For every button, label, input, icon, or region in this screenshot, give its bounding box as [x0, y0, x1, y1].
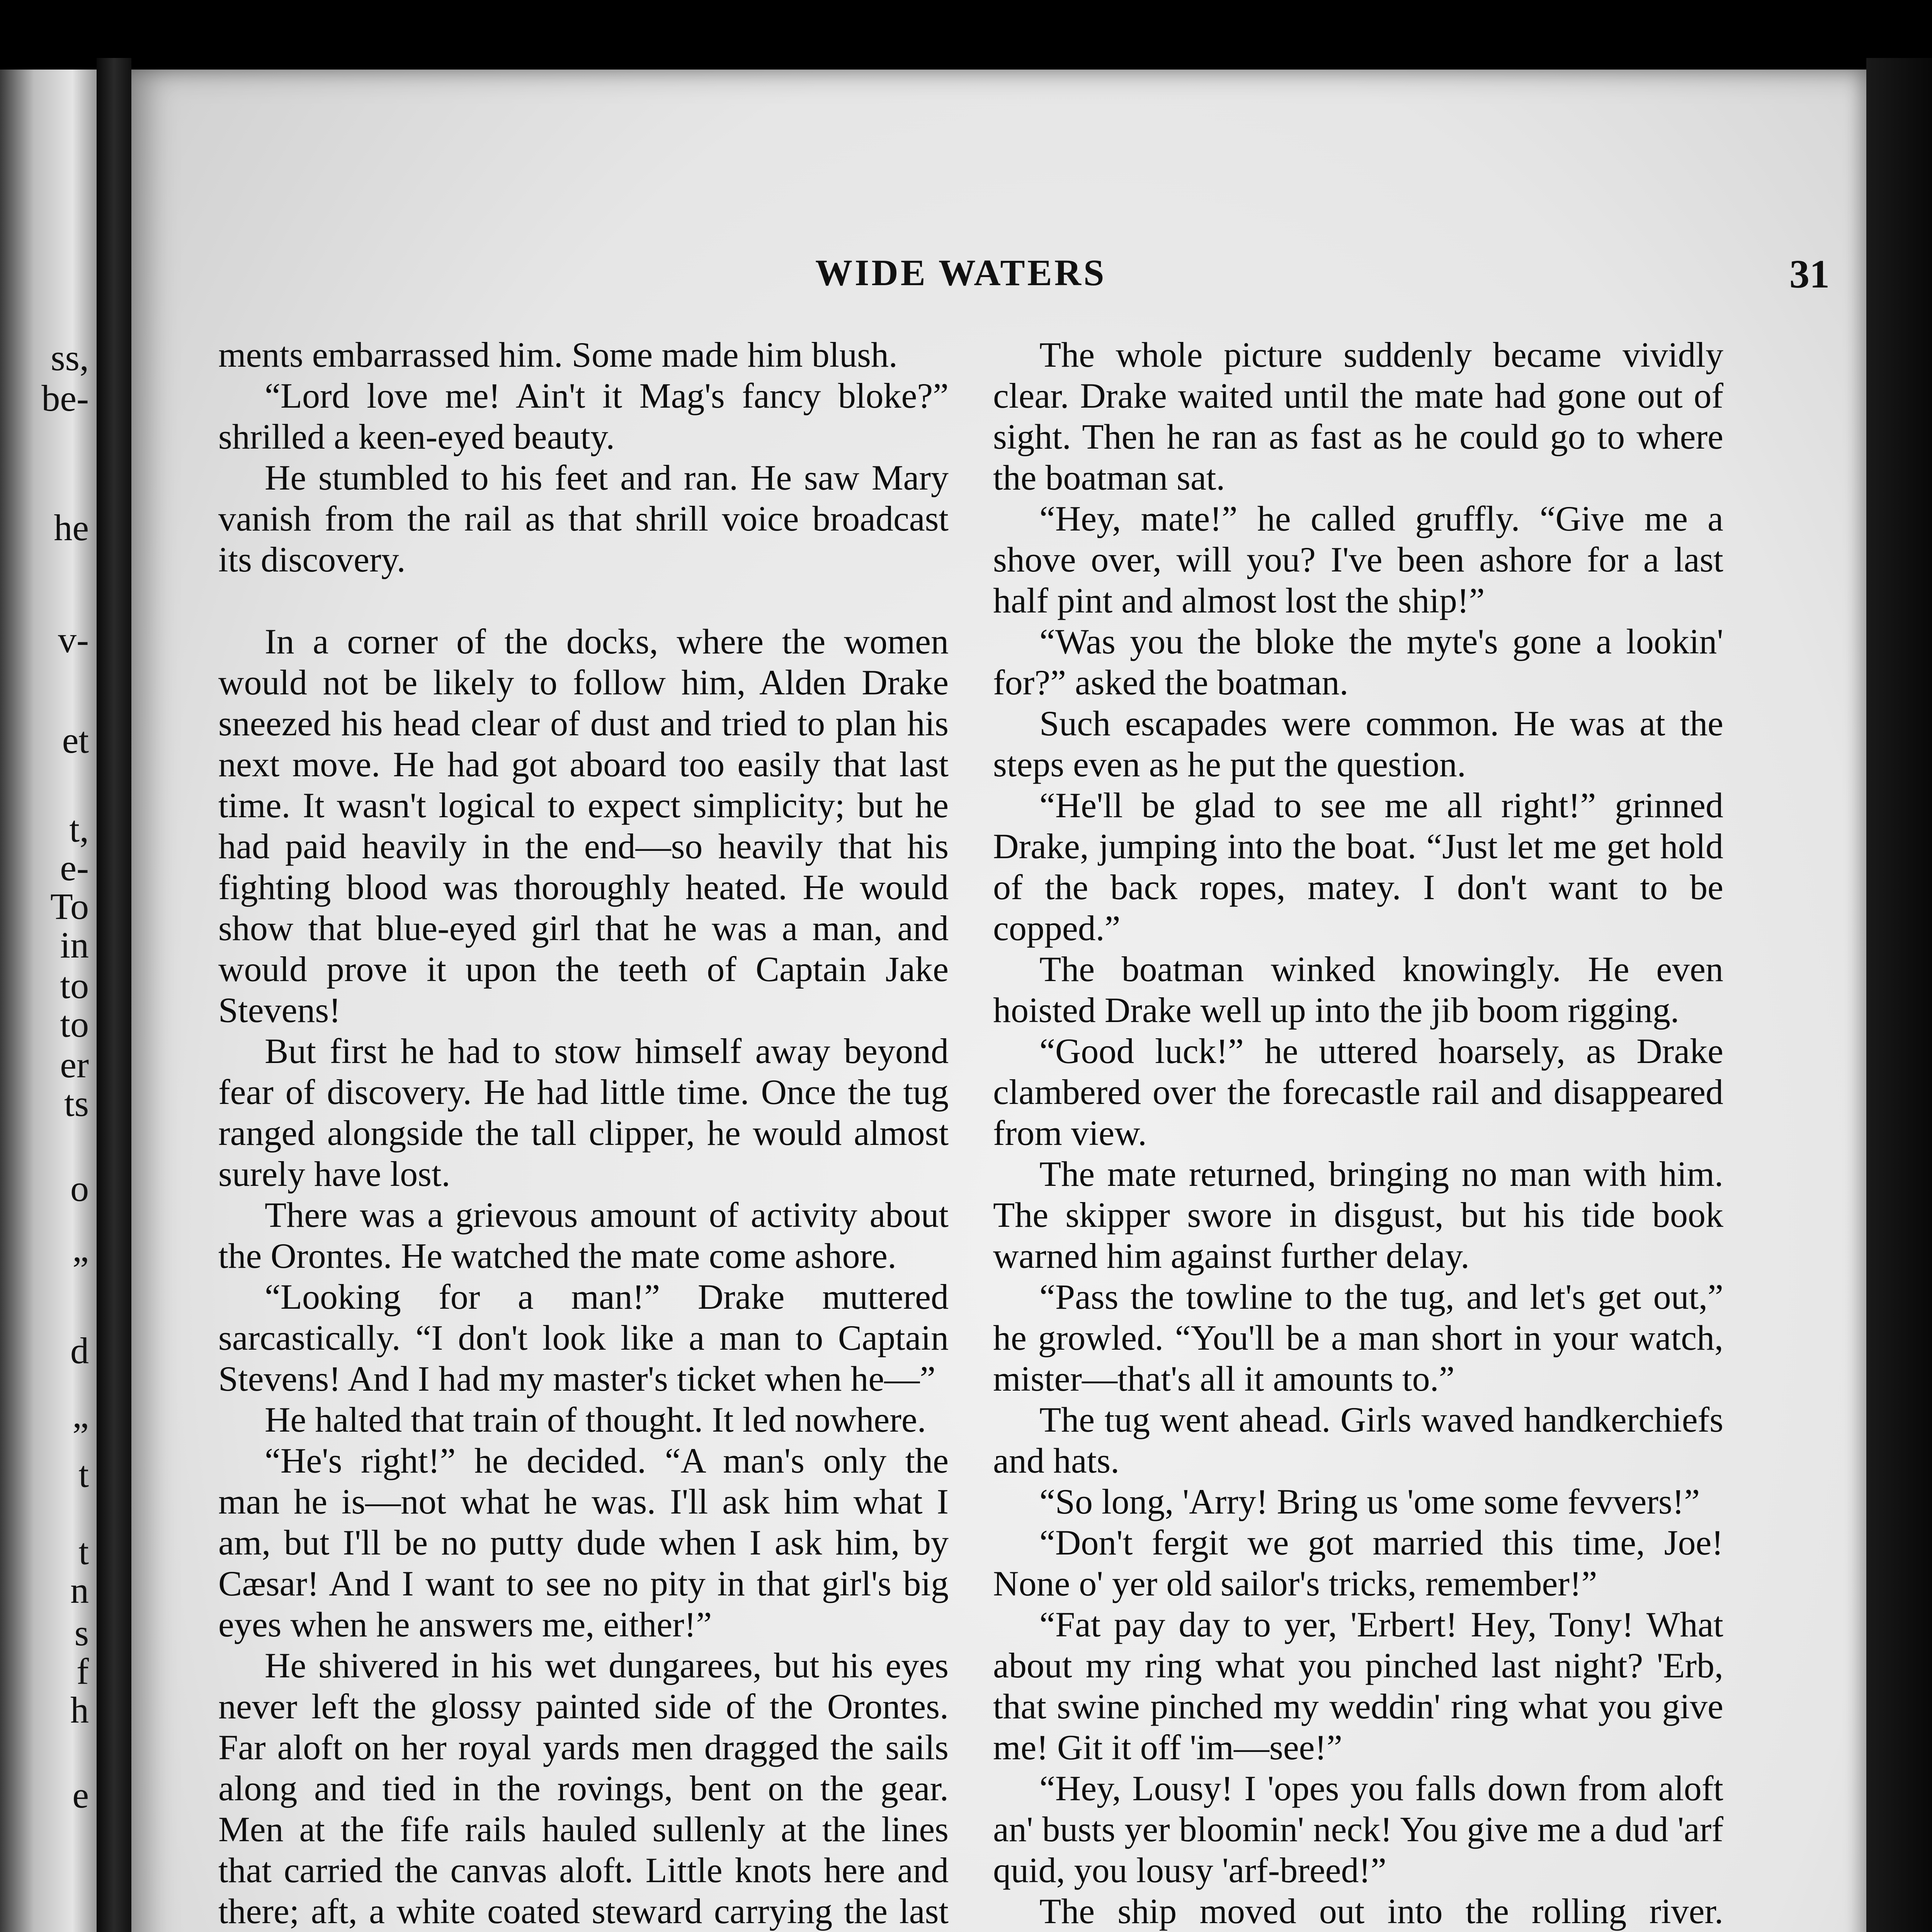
- fragment-line: h: [70, 1689, 89, 1731]
- text-column-right: [993, 334, 1723, 1932]
- fragment-line: ”: [72, 1415, 89, 1456]
- running-header: [131, 251, 1866, 305]
- fragment-line: in: [60, 924, 89, 966]
- fragment-line: he: [54, 507, 89, 548]
- paragraph: “Good luck!” he uttered hoarsely, as Drake clambered over the forecastle rail and disappeared from view.: [993, 1031, 1723, 1153]
- fragment-line: n: [70, 1570, 89, 1611]
- fragment-line: d: [70, 1330, 89, 1371]
- paragraph: In a corner of the docks, where the women would not be likely to follow him, Alden Drake sneezed his head clear of dust and tried to plan his next move. He had got aboard too easily that last time. It wasn't logical to expect simplicity; but he had paid heavily in the end—so heavily that his fighting blood was thoroughly heated. He would show that blue-eyed girl that he was a man, and would prove it upon the teeth of Captain Jake Stevens!: [218, 622, 949, 1030]
- fragment-line: et: [62, 719, 89, 761]
- paragraph: The tug went ahead. Girls waved handkerchiefs and hats.: [993, 1400, 1723, 1480]
- paragraph: But first he had to stow himself away beyond fear of discovery. He had little time. Once the tug ranged alongside the tall clipper, he would almost surely have lost.: [218, 1031, 949, 1194]
- paragraph: The mate returned, bringing no man with him. The skipper swore in disgust, but his tide book warned him against further delay.: [993, 1154, 1723, 1276]
- fragment-line: to: [60, 965, 89, 1006]
- paragraph: The boatman winked knowingly. He even hoisted Drake well up into the jib boom rigging.: [993, 949, 1723, 1030]
- fragment-line: to: [60, 1003, 89, 1045]
- fragment-line: t: [78, 1454, 89, 1495]
- fragment-line: e: [72, 1774, 89, 1816]
- paragraph: “Looking for a man!” Drake muttered sarcastically. “I don't look like a man to Captain Stevens! And I had my master's ticket when he—”: [218, 1277, 949, 1398]
- paragraph: “He'll be glad to see me all right!” grinned Drake, jumping into the boat. “Just let me get hold of the back ropes, matey. I don't want to be copped.”: [993, 786, 1723, 948]
- fragment-line: e-: [60, 847, 89, 888]
- book-page: [131, 70, 1866, 1932]
- paragraph: “Hey, Lousy! I 'opes you falls down from aloft an' busts yer bloomin' neck! You give me a dud 'arf quid, you lousy 'arf-breed!”: [993, 1769, 1723, 1890]
- fragment-line: ts: [64, 1083, 89, 1124]
- paragraph: “Was you the bloke the myte's gone a lookin' for?” asked the boatman.: [993, 622, 1723, 702]
- paragraph: He halted that train of thought. It led nowhere.: [265, 1400, 926, 1439]
- page-number: 31: [1789, 252, 1830, 296]
- paragraph: “Pass the towline to the tug, and let's get out,” he growled. “You'll be a man short in your watch, mister—that's all it amounts to.”: [993, 1277, 1723, 1398]
- paragraph: ments embarrassed him. Some made him blush.: [218, 335, 898, 374]
- fragment-line: t,: [69, 808, 89, 850]
- fragment-line: f: [77, 1651, 89, 1692]
- paragraph: The whole picture suddenly became vividly clear. Drake waited until the mate had gone out of sight. Then he ran as fast as he could go to where the boatman sat.: [993, 335, 1723, 497]
- paragraph: “Lord love me! Ain't it Mag's fancy bloke?” shrilled a keen-eyed beauty.: [218, 376, 949, 456]
- paragraph: Such escapades were common. He was at the steps even as he put the question.: [993, 704, 1723, 784]
- paragraph: There was a grievous amount of activity about the Orontes. He watched the mate come ashore.: [218, 1195, 949, 1276]
- scan-border: [1866, 58, 1932, 1932]
- fragment-line: To: [50, 886, 89, 927]
- fragment-line: er: [60, 1044, 89, 1085]
- book-gutter: [97, 58, 131, 1932]
- fragment-line: ss,: [51, 337, 89, 378]
- running-title: WIDE WATERS: [815, 252, 1107, 293]
- facing-page-edge: [0, 70, 97, 1932]
- paragraph: He stumbled to his feet and ran. He saw Mary vanish from the rail as that shrill voice broadcast its discovery.: [218, 458, 949, 579]
- fragment-line: be-: [41, 378, 89, 419]
- paragraph: He shivered in his wet dungarees, but his eyes never left the glossy painted side of the Orontes. Far aloft on her royal yards men dragged the sails along and tied in the rovings, bent on the gear. Men at the fife rails hauled sullenly at the lines that carried the canvas aloft. Little knots here and there; aft, a white coated steward carrying the last: [218, 1646, 949, 1931]
- text-column-left: [218, 334, 949, 1932]
- paragraph: “Fat pay day to yer, 'Erbert! Hey, Tony! What about my ring what you pinched last night? 'Erb, that swine pinched my weddin' ring what you give me! Git it off 'im—see!”: [993, 1605, 1723, 1767]
- paragraph: “Hey, mate!” he called gruffly. “Give me a shove over, will you? I've been ashore for a last half pint and almost lost the ship!”: [993, 499, 1723, 620]
- fragment-line: t: [78, 1531, 89, 1572]
- paragraph: The ship moved out into the rolling river.: [1039, 1891, 1723, 1931]
- fragment-line: s: [74, 1612, 89, 1653]
- paragraph: “He's right!” he decided. “A man's only the man he is—not what he was. I'll ask him what I am, but I'll be no putty dude when I ask him, by Cæsar! And I want to see no pity in that girl's big eyes when he answers me, either!”: [218, 1441, 949, 1644]
- fragment-line: ”: [72, 1249, 89, 1290]
- fragment-line: o: [70, 1168, 89, 1209]
- paragraph: “So long, 'Arry! Bring us 'ome some fevvers!”: [1039, 1482, 1700, 1521]
- facing-page-fragments: [0, 70, 89, 1932]
- paragraph: “Don't fergit we got married this time, Joe! None o' yer old sailor's tricks, remember!”: [993, 1523, 1723, 1603]
- fragment-line: v-: [58, 619, 89, 660]
